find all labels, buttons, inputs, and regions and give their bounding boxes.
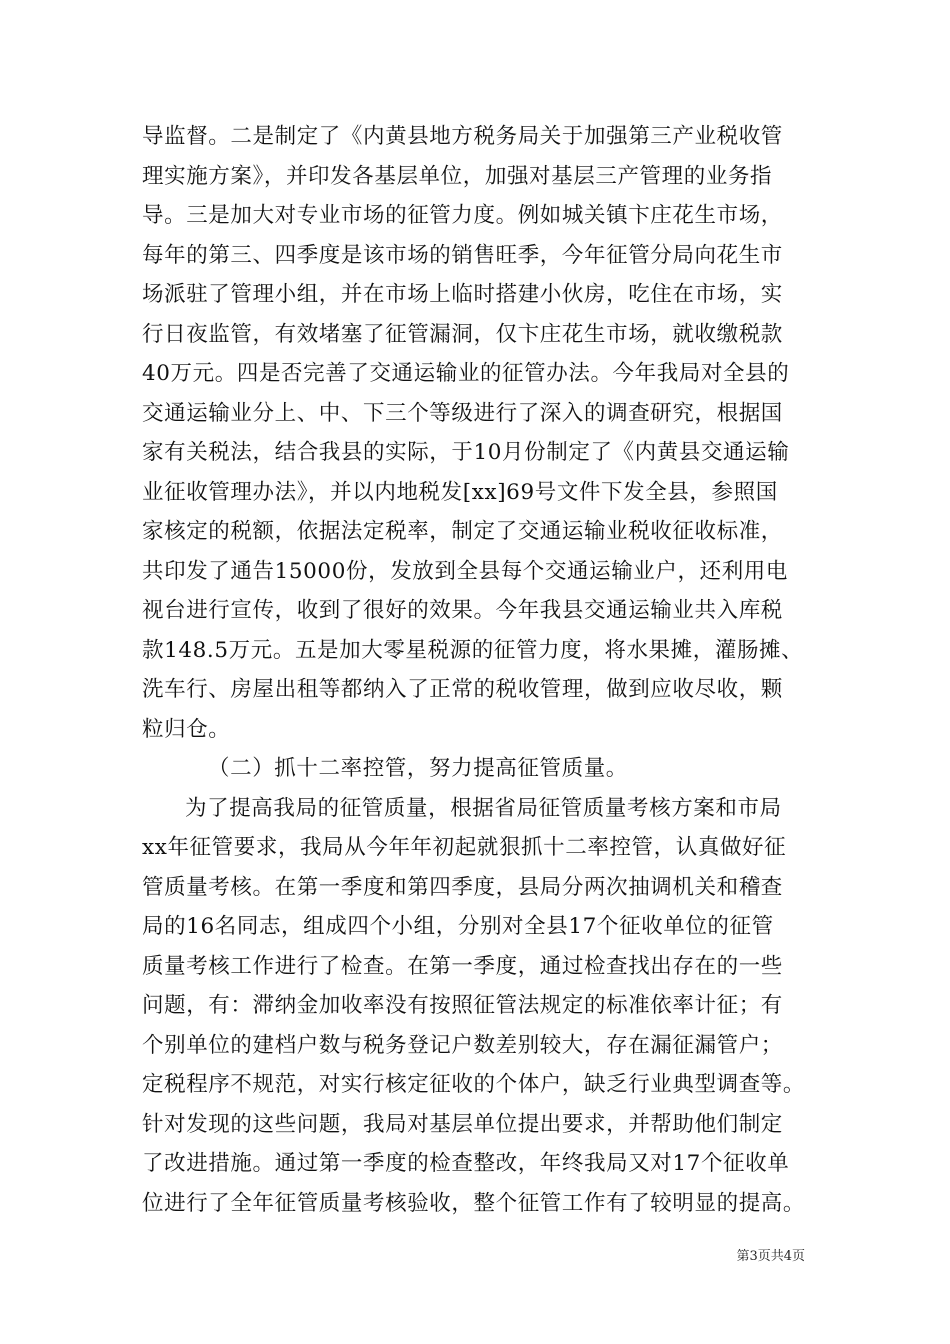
text-line: 管质量考核。在第一季度和第四季度，县局分两次抽调机关和稽查 [142,874,783,900]
text-line: 为了提高我局的征管质量，根据省局征管质量考核方案和市局 [185,795,782,821]
text-line: 针对发现的这些问题，我局对基层单位提出要求，并帮助他们制定 [142,1111,783,1137]
text-line: 质量考核工作进行了检查。在第一季度，通过检查找出存在的一些 [142,953,783,979]
text-line: 40万元。四是否完善了交通运输业的征管办法。今年我局对全县的 [142,361,790,386]
text-line: 了改进措施。通过第一季度的检查整改，年终我局又对17个征收单 [142,1151,790,1176]
document-body [142,117,814,1223]
text-line: 洗车行、房屋出租等都纳入了正常的税收管理，做到应收尽收，颗 [142,677,783,702]
page-number-footer: 第3页共4页 [736,1249,805,1264]
text-line: 导。三是加大对专业市场的征管力度。例如城关镇卞庄花生市场， [142,203,783,228]
text-line: 交通运输业分上、中、下三个等级进行了深入的调查研究，根据国 [142,400,783,426]
section-heading: （二）抓十二率控管，努力提高征管质量。 [208,756,628,781]
text-line: 导监督。二是制定了《内黄县地方税务局关于加强第三产业税收管 [142,124,783,149]
text-line: 粒归仓。 [142,716,231,742]
text-line: 位进行了全年征管质量考核验收，整个征管工作有了较明显的提高。 [142,1190,806,1216]
text-line: 场派驻了管理小组，并在市场上临时搭建小伙房，吃住在市场，实 [142,282,783,307]
text-line: 共印发了通告15000份，发放到全县每个交通运输业户，还利用电 [142,558,788,584]
text-line: 每年的第三、四季度是该市场的销售旺季，今年征管分局向花生市 [142,242,783,268]
text-line: 家核定的税额，依据法定税率，制定了交通运输业税收征收标准， [142,519,783,544]
text-line: xx年征管要求，我局从今年年初起就狠抓十二率控管，认真做好征 [142,835,787,860]
text-line: 行日夜监管，有效堵塞了征管漏洞，仅卞庄花生市场，就收缴税款 [142,321,783,347]
text-line: 业征收管理办法》，并以内地税发[xx]69号文件下发全县，参照国 [142,479,778,505]
text-line: 个别单位的建档户数与税务登记户数差别较大，存在漏征漏管户； [142,1032,783,1058]
text-line: 款148.5万元。五是加大零星税源的征管力度，将水果摊，灌肠摊、 [142,637,804,663]
text-line: 问题，有：滞纳金加收率没有按照征管法规定的标准依率计征；有 [142,993,783,1018]
text-line: 视台进行宣传，收到了很好的效果。今年我县交通运输业共入库税 [142,598,783,623]
text-line: 定税程序不规范，对实行核定征收的个体户，缺乏行业典型调查等。 [142,1072,806,1097]
text-line: 局的16名同志，组成四个小组，分别对全县17个征收单位的征管 [142,914,774,939]
text-line: 家有关税法，结合我县的实际，于10月份制定了《内黄县交通运输 [142,440,790,465]
text-line: 理实施方案》，并印发各基层单位，加强对基层三产管理的业务指 [142,163,773,189]
